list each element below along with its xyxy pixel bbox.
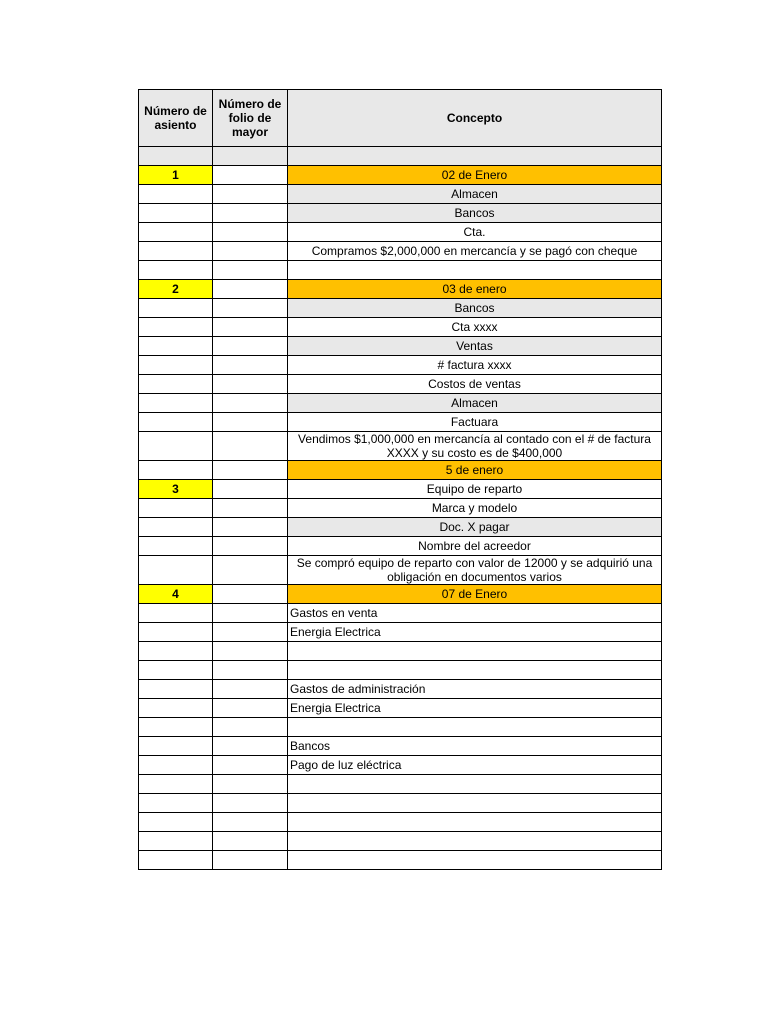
table-row: [139, 413, 662, 432]
concept-cell: Bancos: [288, 737, 662, 756]
concept-cell: Equipo de reparto: [288, 480, 662, 499]
concept-cell: [288, 642, 662, 661]
table-row: [139, 680, 662, 699]
entry-number: 4: [139, 585, 213, 604]
concept-cell: Almacen: [288, 394, 662, 413]
concept-cell: Vendimos $1,000,000 en mercancía al contado con el # de factura XXXX y su costo es de $400,000: [288, 432, 662, 461]
journal-table: [138, 89, 662, 870]
entry-3-date-row: [139, 461, 662, 480]
table-row: [139, 642, 662, 661]
concept-cell: Gastos de administración: [288, 680, 662, 699]
table-row: [139, 737, 662, 756]
folio-cell: [213, 166, 288, 185]
table-row: [139, 813, 662, 832]
concept-cell: Gastos en venta: [288, 604, 662, 623]
folio-cell: [213, 280, 288, 299]
table-row: [139, 185, 662, 204]
table-row: [139, 375, 662, 394]
header-row: [139, 90, 662, 147]
concept-cell: Costos de ventas: [288, 375, 662, 394]
table-row: [139, 318, 662, 337]
table-row: [139, 851, 662, 870]
entry-date: 5 de enero: [288, 461, 662, 480]
table-row: [139, 623, 662, 642]
entry-date: 07 de Enero: [288, 585, 662, 604]
concept-cell: Pago de luz eléctrica: [288, 756, 662, 775]
table-row: [139, 518, 662, 537]
concept-cell: Compramos $2,000,000 en mercancía y se pagó con cheque: [288, 242, 662, 261]
concept-cell: Energia Electrica: [288, 623, 662, 642]
header-entry-number: Número de asiento: [139, 90, 213, 147]
table-row: [139, 661, 662, 680]
table-row: [139, 756, 662, 775]
entry-4-date-row: [139, 585, 662, 604]
concept-cell: Cta xxxx: [288, 318, 662, 337]
table-row: [139, 204, 662, 223]
concept-cell: Bancos: [288, 299, 662, 318]
entry-number: 3: [139, 480, 213, 499]
table-row: [139, 432, 662, 461]
table-row: [139, 261, 662, 280]
concept-cell: Factuara: [288, 413, 662, 432]
entry-date: 03 de enero: [288, 280, 662, 299]
table-row: [139, 794, 662, 813]
table-row: [139, 537, 662, 556]
concept-cell: Se compró equipo de reparto con valor de 12000 y se adquirió una obligación en documentos varios: [288, 556, 662, 585]
concept-cell: [288, 718, 662, 737]
header-concept: Concepto: [288, 90, 662, 147]
entry-3-number-row: [139, 480, 662, 499]
table-row: [139, 604, 662, 623]
table-row: [139, 556, 662, 585]
concept-cell: Cta.: [288, 223, 662, 242]
table-row: [139, 832, 662, 851]
concept-cell: Energia Electrica: [288, 699, 662, 718]
concept-cell: Ventas: [288, 337, 662, 356]
table-row: [139, 699, 662, 718]
table-row: [139, 299, 662, 318]
entry-date: 02 de Enero: [288, 166, 662, 185]
entry-1-date-row: [139, 166, 662, 185]
spacer-row: [139, 147, 662, 166]
concept-cell: [288, 661, 662, 680]
table-row: [139, 499, 662, 518]
table-row: [139, 394, 662, 413]
table-row: [139, 242, 662, 261]
concept-cell: Nombre del acreedor: [288, 537, 662, 556]
entry-2-date-row: [139, 280, 662, 299]
table-row: [139, 337, 662, 356]
concept-cell: Bancos: [288, 204, 662, 223]
table-row: [139, 223, 662, 242]
table-row: [139, 356, 662, 375]
header-folio-number: Número de folio de mayor: [213, 90, 288, 147]
concept-cell: Marca y modelo: [288, 499, 662, 518]
table-row: [139, 718, 662, 737]
folio-cell: [213, 480, 288, 499]
concept-cell: Almacen: [288, 185, 662, 204]
concept-cell: # factura xxxx: [288, 356, 662, 375]
table-row: [139, 775, 662, 794]
entry-number: 2: [139, 280, 213, 299]
concept-cell: Doc. X pagar: [288, 518, 662, 537]
folio-cell: [213, 585, 288, 604]
entry-number: 1: [139, 166, 213, 185]
